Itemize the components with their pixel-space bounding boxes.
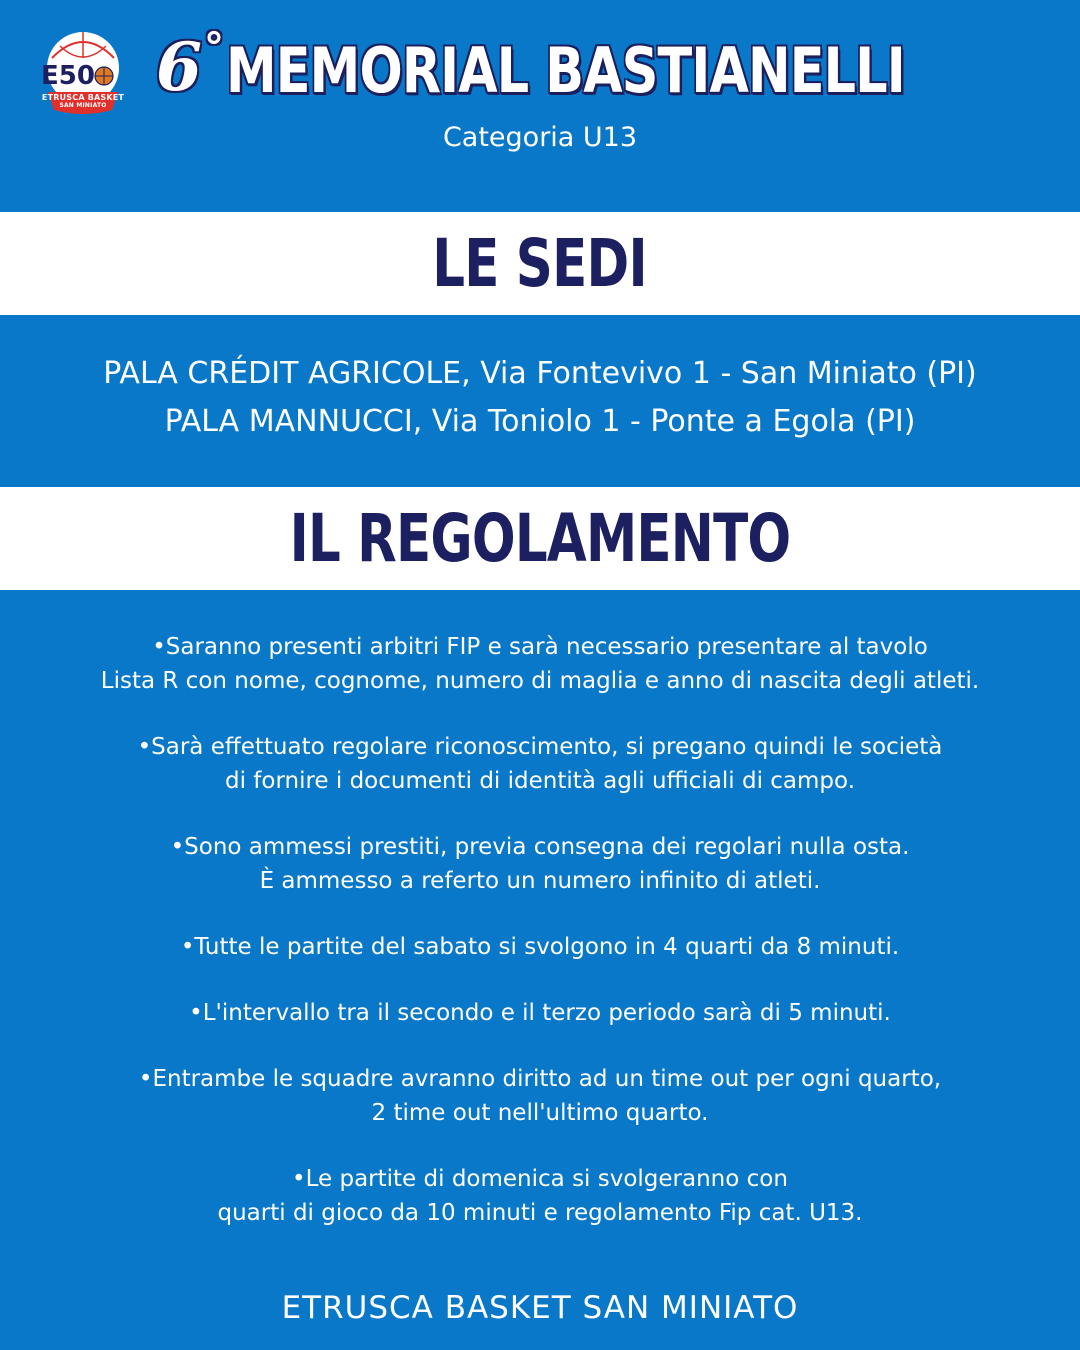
category-subtitle: Categoria U13 — [442, 122, 638, 153]
logo-caption — [38, 93, 128, 109]
rule-line: •Sarà effettuato regolare riconoscimento, si pregano quindi le società — [137, 734, 943, 760]
rule-line: quarti di gioco da 10 minuti e regolamento Fip cat. U13. — [217, 1200, 863, 1226]
rule-line: •Entrambe le squadre avranno diritto ad un time out per ogni quarto, — [138, 1066, 942, 1092]
rule-line: •L'intervallo tra il secondo e il terzo periodo sarà di 5 minuti. — [189, 1000, 891, 1026]
rules-list — [20, 630, 1060, 1262]
venues-list — [0, 350, 1080, 446]
edition-number: 6° — [156, 24, 224, 106]
rule-item — [20, 830, 1060, 898]
rule-item — [20, 996, 1060, 1030]
edition-ordinal: ° — [203, 24, 224, 71]
title-text: MEMORIAL BASTIANELLI — [226, 34, 905, 107]
rule-item — [20, 930, 1060, 964]
rule-line: di fornire i documenti di identità agli ufficiali di campo. — [224, 768, 856, 794]
sedi-heading: LE SEDI — [432, 224, 648, 302]
rule-item — [20, 1062, 1060, 1130]
rule-line: 2 time out nell'ultimo quarto. — [371, 1100, 709, 1126]
rule-line: •Tutte le partite del sabato si svolgono in 4 quarti da 8 minuti. — [180, 934, 900, 960]
rule-line: •Le partite di domenica si svolgeranno con — [292, 1166, 788, 1192]
rule-line: È ammesso a referto un numero infinito di atleti. — [259, 868, 821, 894]
rule-line: •Sono ammessi prestiti, previa consegna dei regolari nulla osta. — [170, 834, 910, 860]
rule-item — [20, 630, 1060, 698]
sedi-heading-band — [0, 212, 1080, 315]
rule-line: Lista R con nome, cognome, numero di maglia e anno di nascita degli atleti. — [100, 668, 980, 694]
regolamento-heading: IL REGOLAMENTO — [289, 499, 791, 577]
event-title — [150, 24, 950, 118]
logo-caption-main: ETRUSCA BASKET — [41, 93, 125, 102]
venue-item: PALA MANNUCCI, Via Toniolo 1 - Ponte a Egola (PI) — [164, 404, 916, 439]
venue-item: PALA CRÉDIT AGRICOLE, Via Fontevivo 1 - San Miniato (PI) — [103, 356, 977, 391]
logo-caption-sub: SAN MINIATO — [59, 102, 107, 109]
logo-mark: E50 — [41, 61, 95, 91]
rule-line: •Saranno presenti arbitri FIP e sarà necessario presentare al tavolo — [152, 634, 928, 660]
header — [0, 0, 1080, 212]
rule-item — [20, 1162, 1060, 1230]
rule-item — [20, 730, 1060, 798]
footer-club-name: ETRUSCA BASKET SAN MINIATO — [281, 1290, 799, 1326]
regolamento-heading-band — [0, 487, 1080, 590]
